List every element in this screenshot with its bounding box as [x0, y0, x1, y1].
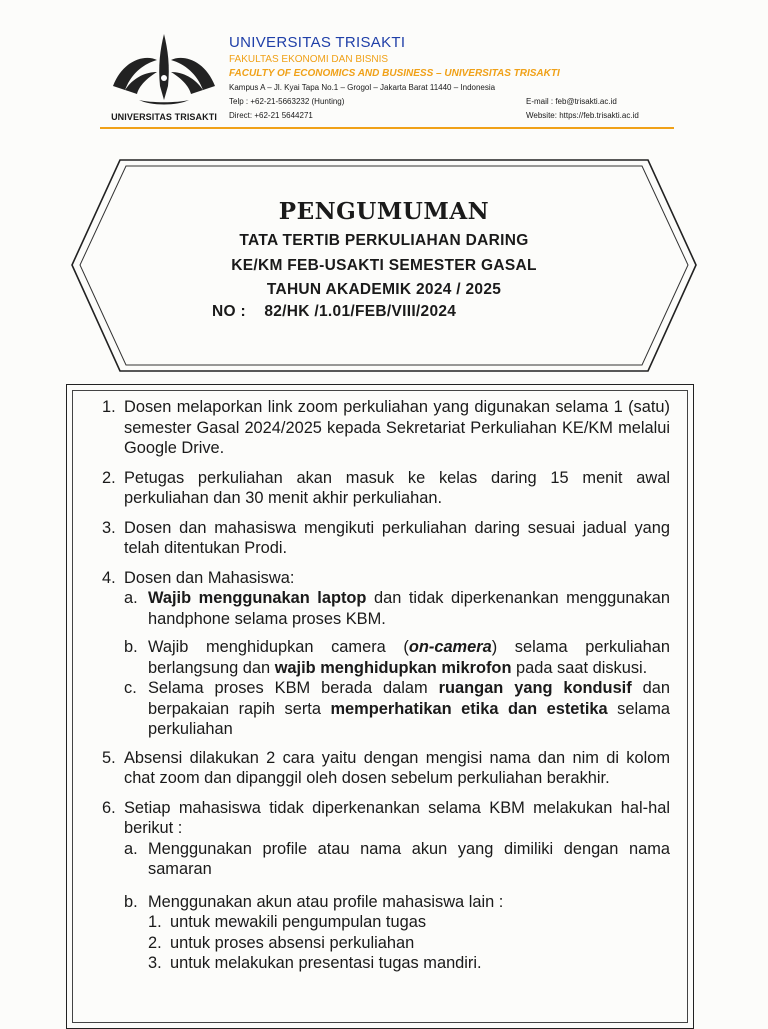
rule-number: 1.: [102, 398, 116, 416]
nested-rule-number: 2.: [148, 933, 162, 952]
sub-rule-text: Menggunakan profile atau nama akun yang dimiliki dengan nama samaran: [148, 839, 670, 878]
bold-text: wajib menghidupkan mikrofon: [274, 658, 512, 677]
sub-rule-text: dan berpakaian rapih serta: [148, 679, 670, 718]
sub-rule: [124, 637, 670, 678]
sub-rule: [124, 892, 670, 913]
sub-rule-letter: b.: [124, 638, 138, 656]
rule-number: 2.: [102, 468, 116, 487]
nested-rule-number: 1.: [148, 913, 162, 931]
nested-rule-text: untuk melakukan presentasi tugas mandiri.: [170, 954, 482, 972]
sub-rule: [124, 588, 670, 629]
bold-text: ruangan yang kondusif: [438, 679, 632, 697]
bold-italic-text: on-camera: [408, 638, 492, 656]
sub-rule-text: selama perkuliahan: [148, 699, 670, 738]
title-line-3: TAHUN AKADEMIK 2024 / 2025: [266, 281, 502, 298]
logo-caption: UNIVERSITAS TRISAKTI: [111, 112, 217, 122]
rule-item: [102, 468, 670, 509]
rule-text: Dosen dan mahasiswa mengikuti perkuliahan daring sesuai jadual yang telah ditentukan Prodi.: [124, 518, 670, 557]
sub-rule: [124, 839, 670, 880]
university-logo: [103, 30, 225, 120]
trisakti-emblem-icon: [103, 30, 225, 108]
document-number: NO : 82/HK /1.01/FEB/VIII/2024: [212, 303, 457, 320]
bold-text: memperhatikan etika dan estetika: [330, 699, 608, 718]
sub-rule-text: Wajib menghidupkan camera (: [148, 638, 409, 656]
nested-rule: [148, 953, 670, 974]
rule-text: Dosen dan Mahasiswa:: [124, 568, 295, 587]
rule-text: Petugas perkuliahan akan masuk ke kelas daring 15 menit awal perkuliahan dan 30 menit akhir perkuliahan.: [124, 468, 670, 507]
university-name: UNIVERSITAS TRISAKTI: [229, 34, 406, 51]
direct-phone: Direct: +62-21 5644271: [229, 111, 313, 120]
title-line-2: KE/KM FEB-USAKTI SEMESTER GASAL: [231, 257, 537, 274]
address: Kampus A – Jl. Kyai Tapa No.1 – Grogol – Jakarta Barat 11440 – Indonesia: [229, 83, 496, 92]
rule-item: [102, 748, 670, 789]
announcement-heading: PENGUMUMAN: [278, 198, 490, 225]
email-contact: E-mail : feb@trisakti.ac.id: [526, 97, 617, 106]
sub-rule-text: dan tidak diperkenankan menggunakan handphone selama proses KBM.: [148, 589, 670, 628]
sub-rule-letter: b.: [124, 892, 138, 911]
sub-rule-text: ) selama perkuliahan berlangsung dan: [148, 638, 670, 677]
website-contact: Website: https://feb.trisakti.ac.id: [526, 111, 639, 120]
sub-rule-letter: a.: [124, 839, 138, 858]
rule-item: [102, 518, 670, 559]
sub-rule: [124, 678, 670, 740]
sub-rule-letter: c.: [124, 679, 137, 697]
rule-item: [102, 568, 670, 740]
sub-rule-text: pada saat diskusi.: [511, 658, 648, 677]
rule-text: Setiap mahasiswa tidak diperkenankan selama KBM melakukan hal-hal berikut :: [124, 798, 670, 837]
rule-text: Absensi dilakukan 2 cara yaitu dengan mengisi nama dan nim di kolom chat zoom dan dipanggil oleh dosen sebelum perkuliahan berakhir.: [124, 748, 670, 787]
nested-rule: [148, 933, 670, 954]
rule-number: 3.: [102, 518, 116, 537]
rule-number: 6.: [102, 798, 116, 817]
sub-rule-text: Selama proses KBM berada dalam: [148, 679, 439, 697]
title-line-1: TATA TERTIB PERKULIAHAN DARING: [239, 232, 529, 249]
nested-rule-text: untuk proses absensi perkuliahan: [170, 933, 415, 952]
nested-rule-number: 3.: [148, 954, 162, 972]
sub-rule-text: Menggunakan akun atau profile mahasiswa lain :: [148, 892, 504, 911]
rule-number: 5.: [102, 748, 116, 767]
nested-rule-text: untuk mewakili pengumpulan tugas: [170, 913, 427, 931]
nested-rule: [148, 912, 670, 933]
rules-list: [102, 397, 670, 983]
rule-item: [102, 798, 670, 974]
faculty-name-en: FACULTY OF ECONOMICS AND BUSINESS – UNIVERSITAS TRISAKTI: [229, 68, 560, 79]
bold-text: Wajib menggunakan laptop: [148, 589, 367, 607]
letterhead-divider: [100, 127, 674, 129]
rule-text: Dosen melaporkan link zoom perkuliahan yang digunakan selama 1 (satu) semester Gasal 2024/2025 kepada Sekretariat Perkuliahan KE/KM melalui Google Drive.: [124, 398, 670, 457]
faculty-name-id: FAKULTAS EKONOMI DAN BISNIS: [229, 54, 389, 65]
sub-rule-letter: a.: [124, 589, 138, 607]
telephone: Telp : +62-21-5663232 (Hunting): [229, 97, 345, 106]
rule-number: 4.: [102, 568, 116, 587]
rule-item: [102, 397, 670, 459]
